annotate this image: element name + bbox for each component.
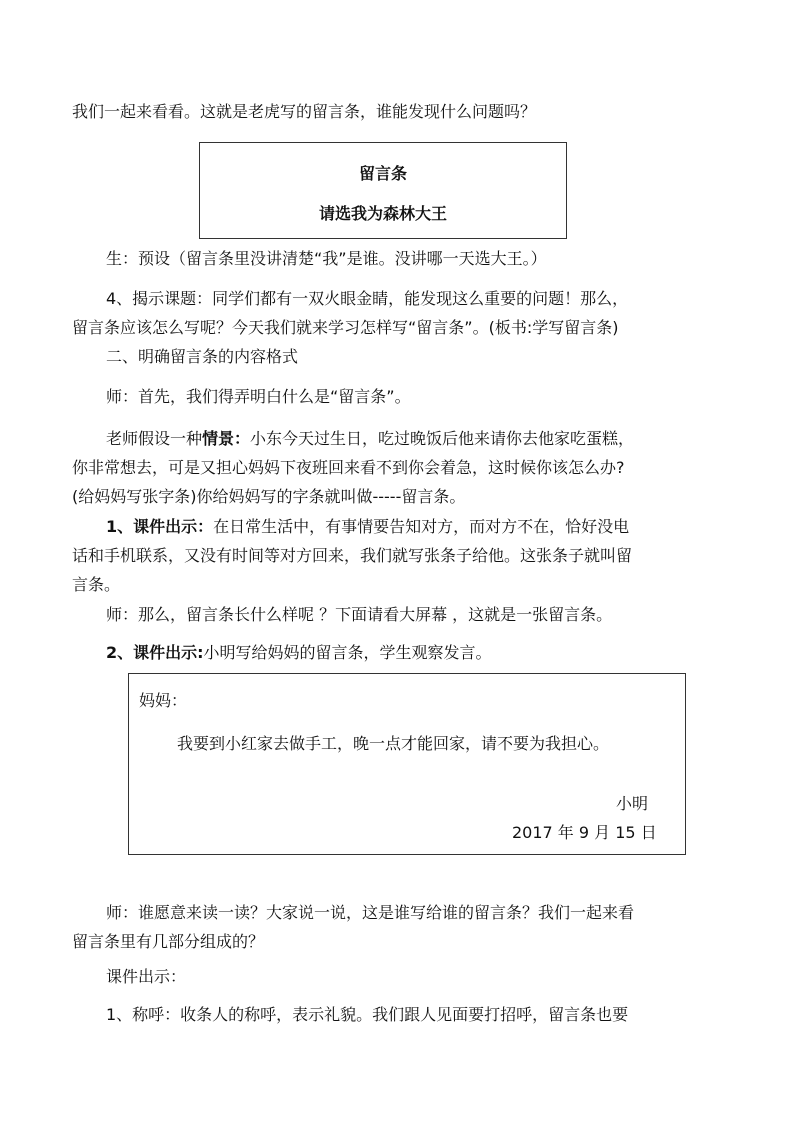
tiger-note-box [199,142,567,239]
text-run: 小明写给妈妈的留言条，学生观察发言。 [203,643,492,662]
paragraph-line: 师：那么，留言条长什么样呢 ？下面请看大屏幕 ，这就是一张留言条。 [106,605,613,624]
paragraph-line: 师：首先，我们得弄明白什么是“留言条”。 [106,387,411,406]
paragraph-line: 我们一起来看看。这就是老虎写的留言条，谁能发现什么问题吗？ [72,102,537,121]
bold-label: 情景： [202,429,251,448]
note-greeting: 妈妈： [139,691,188,710]
text-run: 小东今天过生日，吃过晚饭后他来请你去他家吃蛋糕， [250,429,635,448]
text-run: 老师假设一种 [106,429,203,448]
paragraph-line: (给妈妈写张字条)你给妈妈写的字条就叫做-----留言条。 [72,487,466,506]
paragraph-line: 4、揭示课题：同学们都有一双火眼金睛，能发现这么重要的问题！那么， [106,289,629,308]
paragraph-line [72,638,722,667]
bold-label: 2、课件出示: [106,643,204,662]
paragraph-line [72,424,722,453]
paragraph-line: 话和手机联系，又没有时间等对方回来，我们就写张条子给他。这张条子就叫留 [72,546,633,565]
note-date: 2017 年 9 月 15 日 [512,823,657,842]
note-title: 留言条 [358,164,407,183]
paragraph-line: 留言条应该怎么写呢？今天我们就来学习怎样写“留言条”。(板书:学写留言条) [72,318,619,337]
paragraph-line: 你非常想去，可是又担心妈妈下夜班回来看不到你会着急，这时候你该怎么办? [72,458,625,477]
note-body: 请选我为森林大王 [318,204,447,223]
paragraph-line: 言条。 [72,575,121,594]
xiaoming-note-box [128,673,686,855]
section-heading: 二、明确留言条的内容格式 [106,347,299,366]
note-signature: 小明 [616,794,649,813]
paragraph-line: 1、称呼：收条人的称呼，表示礼貌。我们跟人见面要打招呼，留言条也要 [106,1005,629,1024]
paragraph-line: 课件出示： [106,967,187,986]
paragraph-line: 师：谁愿意来读一读？大家说一说，这是谁写给谁的留言条？我们一起来看 [106,903,635,922]
paragraph-line: 留言条里有几部分组成的？ [72,932,265,951]
bold-label: 1、课件出示： [106,517,214,536]
text-run: 在日常生活中，有事情要告知对方，而对方不在，恰好没电 [213,517,630,536]
paragraph-line [72,512,722,541]
paragraph-line: 生：预设（留言条里没讲清楚“我”是谁。没讲哪一天选大王。） [106,249,547,268]
note-body: 我要到小红家去做手工，晚一点才能回家，请不要为我担心。 [177,734,610,753]
